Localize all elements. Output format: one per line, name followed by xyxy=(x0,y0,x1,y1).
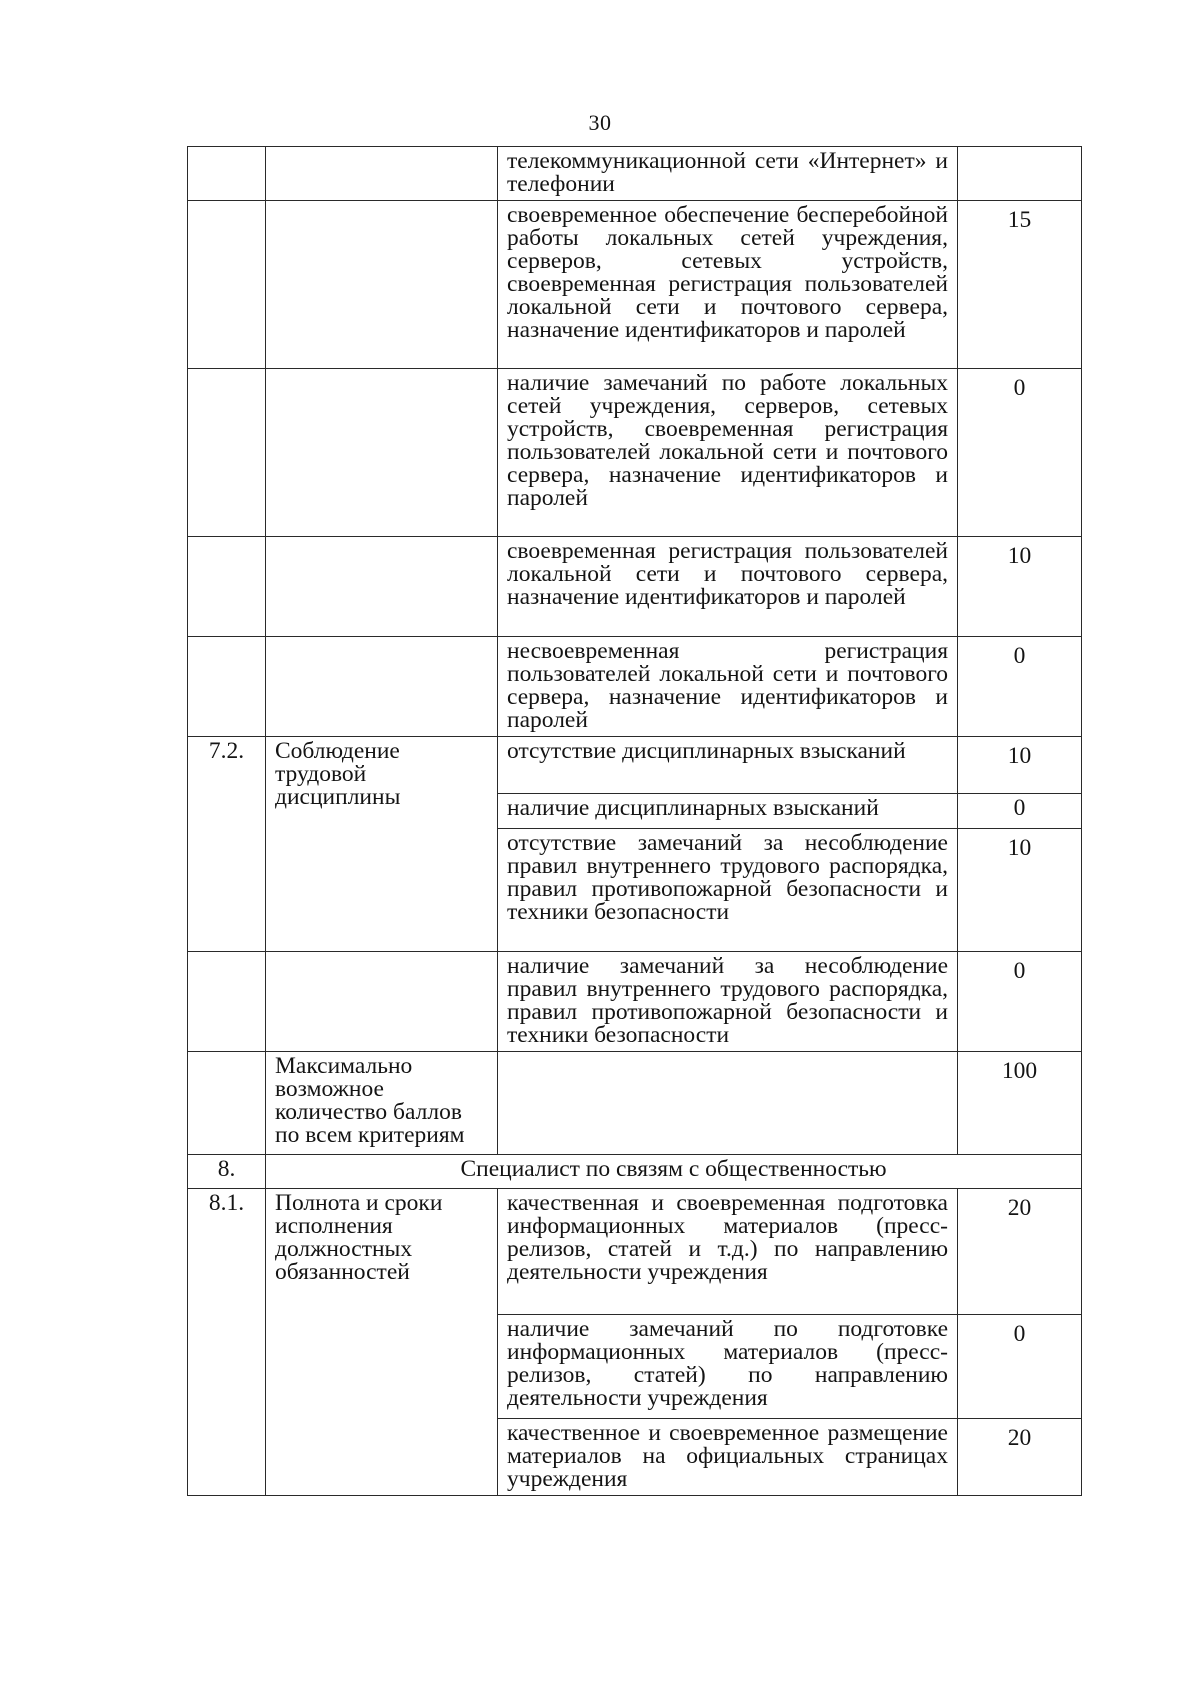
criterion-name xyxy=(266,952,498,1052)
table-row xyxy=(188,637,1082,737)
table-row xyxy=(188,537,1082,637)
criterion-description: наличие замечаний за несоблюдение правил внутреннего трудового распорядка, правил противопожарной безопасности и техники безопасности xyxy=(498,952,958,1052)
criterion-description: качественное и своевременное размещение материалов на официальных страницах учреждения xyxy=(498,1419,958,1496)
row-number xyxy=(188,1052,266,1155)
row-number xyxy=(188,537,266,637)
score: 10 xyxy=(958,737,1082,794)
criterion-description: отсутствие дисциплинарных взысканий xyxy=(498,737,958,794)
criterion-name xyxy=(266,201,498,369)
criterion-description: своевременная регистрация пользователей локальной сети и почтового сервера, назначение идентификаторов и паролей xyxy=(498,537,958,637)
score: 10 xyxy=(958,829,1082,952)
score xyxy=(958,147,1082,201)
table-row xyxy=(188,952,1082,1052)
criterion-description: отсутствие замечаний за несоблюдение правил внутреннего трудового распорядка, правил противопожарной безопасности и техники безопасности xyxy=(498,829,958,952)
section-number: 8. xyxy=(188,1155,266,1189)
score: 0 xyxy=(958,794,1082,829)
criterion-description: своевременное обеспечение бесперебойной работы локальных сетей учреждения, серверов, сетевых устройств, своевременная регистрация пользователей локальной сети и почтового сервера, назначение идентификаторов и паролей xyxy=(498,201,958,369)
criterion-name xyxy=(266,369,498,537)
row-number xyxy=(188,637,266,737)
criterion-name: Максимально возможное количество баллов по всем критериям xyxy=(266,1052,498,1155)
row-number xyxy=(188,952,266,1052)
score: 20 xyxy=(958,1419,1082,1496)
row-number xyxy=(188,201,266,369)
criterion-name xyxy=(266,147,498,201)
table-row xyxy=(188,369,1082,537)
section-title: Специалист по связям с общественностью xyxy=(266,1155,1082,1189)
row-number: 8.1. xyxy=(188,1189,266,1496)
score: 0 xyxy=(958,637,1082,737)
criterion-description xyxy=(498,1052,958,1155)
score: 0 xyxy=(958,1315,1082,1419)
score: 15 xyxy=(958,201,1082,369)
score: 100 xyxy=(958,1052,1082,1155)
criterion-description: наличие замечаний по подготовке информационных материалов (пресс-релизов, статей) по направлению деятельности учреждения xyxy=(498,1315,958,1419)
table-row xyxy=(188,147,1082,201)
table-row xyxy=(188,737,1082,794)
criteria-table xyxy=(187,146,1082,1496)
table-row xyxy=(188,1189,1082,1315)
criterion-description: наличие замечаний по работе локальных сетей учреждения, серверов, сетевых устройств, своевременная регистрация пользователей локальной сети и почтового сервера, назначение идентификаторов и паролей xyxy=(498,369,958,537)
row-number: 7.2. xyxy=(188,737,266,952)
score: 0 xyxy=(958,952,1082,1052)
score: 10 xyxy=(958,537,1082,637)
criterion-description: наличие дисциплинарных взысканий xyxy=(498,794,958,829)
criterion-name: Полнота и сроки исполнения должностных обязанностей xyxy=(266,1189,498,1496)
page-number: 30 xyxy=(588,110,612,135)
score: 20 xyxy=(958,1189,1082,1315)
criterion-description: несвоевременная регистрация пользователей локальной сети и почтового сервера, назначение идентификаторов и паролей xyxy=(498,637,958,737)
section-row xyxy=(188,1155,1082,1189)
row-number xyxy=(188,147,266,201)
row-number xyxy=(188,369,266,537)
criterion-name xyxy=(266,637,498,737)
criterion-description: телекоммуникационной сети «Интернет» и телефонии xyxy=(498,147,958,201)
criterion-description: качественная и своевременная подготовка информационных материалов (пресс-релизов, статей и т.д.) по направлению деятельности учреждения xyxy=(498,1189,958,1315)
table-row xyxy=(188,201,1082,369)
score: 0 xyxy=(958,369,1082,537)
criterion-name xyxy=(266,537,498,637)
criterion-name: Соблюдение трудовой дисциплины xyxy=(266,737,498,952)
table-row xyxy=(188,1052,1082,1155)
